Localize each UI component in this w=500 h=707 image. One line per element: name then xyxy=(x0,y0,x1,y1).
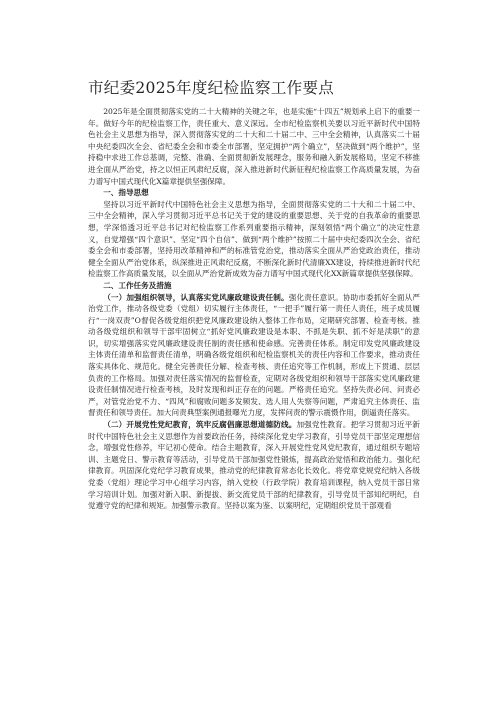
subsection-heading-1: （一）加强组织领导，认真落实党风廉政建设责任制。 xyxy=(103,292,289,302)
subsection-body-2: 加强党性教育。把学习贯彻习近平新时代中国特色社会主义思想作为首要政治任务，持续深化党史学习教育，引导党员干部坚定理想信念，增强党性修养，牢记初心使命。结合主题教育，深入开展党性党风党纪教育，通过组织专题培训、主题党日、警示教育等活动，引导党员干部加强党性锻炼，提高政治觉悟和政治能力。强化纪律教育。巩固深化党纪学习教育成果，推动党的纪律教育常态化长效化。将党章党规党纪纳入各级党委（党组）理论学习中心组学习内容，纳入党校（行政学院）教育培训课程，纳入党员干部日常学习培训计划。加强对新入职、新提拔、新交流党员干部的纪律教育，引导党员干部知纪明纪，自觉遵守党的纪律和规矩。加强警示教育。坚持以案为鉴、以案明纪，定期组织党员干部观看 xyxy=(88,420,421,511)
subsection-body-1: 强化责任意识。协助市委抓好全面从严治党工作，推动各级党委（党组）切实履行主体责任，“一把手”履行第一责任人责任，班子成员履行“一岗双责”O督促各级党组织把党风廉政建设纳入整体工作布局，定期研究部署、检查考核。推动各级党组织和领导干部牢固树立“抓好党风廉政建设是本职、不抓是失职、抓不好是渎职”的意识，切实增强落实党风廉政建设责任制的责任感和使命感。完善责任体系。制定印发党风廉政建设主体责任清单和监督责任清单，明确各级党组织和纪检监察机关的责任内容和工作要求，推动责任落实具体化、规范化。健全完善责任分解、检查考核、责任追究等工作机制，形成上下贯通、层层负责的工作格局。加强对责任落实情况的监督检查，定期对各级党组织和领导干部落实党风廉政建设责任制情况进行检查考核，及时发现和纠正存在的问题。严格责任追究。坚持失责必问、问责必严，对管党治党不力、“四风”和腐败问题多发频发、选人用人失察等问题，严肃追究主体责任、监督责任和领导责任。加大问责典型案例通报曝光力度，发挥问责的警示震慑作用，倒逼责任落实。 xyxy=(88,292,420,418)
document-body xyxy=(88,106,420,512)
page-title: 市纪委2025年度纪检监察工作要点 xyxy=(88,79,335,97)
section-heading-tasks: 二、工作任务及措施 xyxy=(103,280,172,290)
section-heading-guiding-ideology: 一、指导思想 xyxy=(103,188,149,198)
section-paragraph-guiding-ideology: 坚持以习近平新时代中国特色社会主义思想为指导，全面贯彻落实党的二十大和二十届二中、三中全会精神，深入学习贯彻习近平总书记关于党的建设的重要思想、关于党的自我革命的重要思想，学深悟透习近平总书记对纪检监察工作系列重要指示精神，深刻领悟“两个确立”的决定性意义，自觉增强“四个意识”、坚定“四个自信”、做到“两个维护”按照二十届中央纪委四次全会、省纪委全会和市委部署，坚持用改革精神和严的标准管党治党，推动落实全面从严治党政治责任，推动健全全面从严治党体系，纵深推进正风肃纪反腐，不断深化新时代清廉XX建设，持续推进新时代纪检监察工作高质量发展，以全面从严治党新成效为奋力谱写中国式现代化XX新篇章提供坚强保障。 xyxy=(88,199,420,279)
subsection-paragraph-1 xyxy=(88,292,420,420)
subsection-paragraph-2 xyxy=(88,419,420,512)
intro-paragraph: 2025年是全面贯彻落实党的二十大精神的关键之年，也是实施“十四五”规划承上启下的重要一年。做好今年的纪检监察工作，责任重大、意义深远。全市纪检监察机关要以习近平新时代中国特色社会主义思想为指导，深入贯彻落实党的二十大和二十届二中、三中全会精神，认真落实二十届中央纪委四次全会、省纪委全会和市委全市部署，坚定拥护“两个确立”，坚决做到“两个维护”，坚持稳中求进工作总基调，完整、准确、全面贯彻新发展理念，服务和融入新发展格局，坚定不移推进全面从严治党，持之以恒正风肃纪反腐，深入推进新时代新征程纪检监察工作高质量发展，为奋力谱写中国式现代化X篇章提供坚强保障。 xyxy=(88,107,420,186)
subsection-heading-2: （二）开展党性党纪教育，筑牢反腐倡廉思想道德防线。 xyxy=(103,420,297,430)
